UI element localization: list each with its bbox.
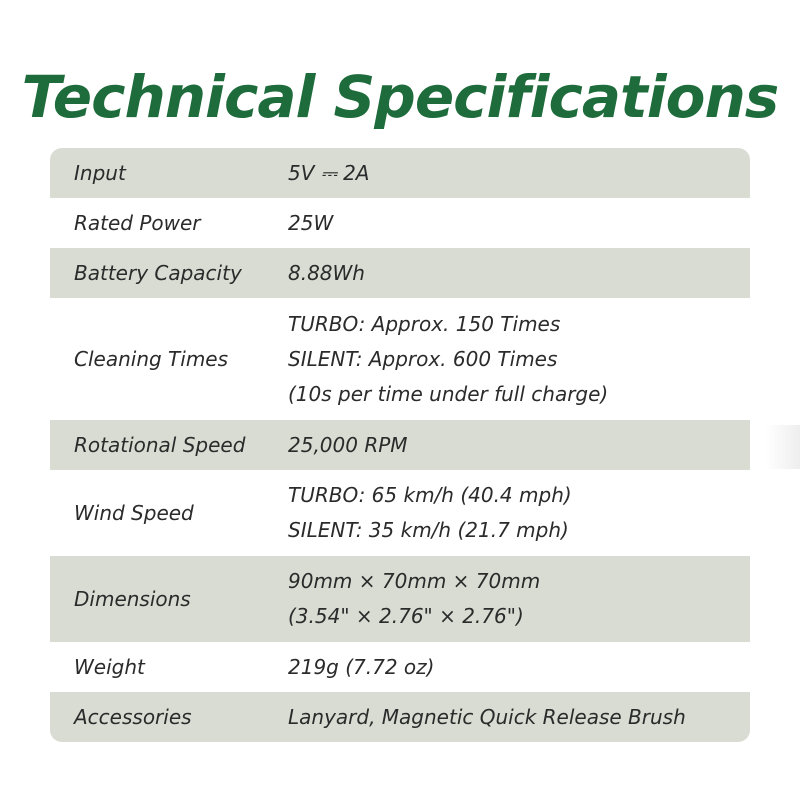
spec-value-line: TURBO: Approx. 150 Times xyxy=(288,311,561,336)
spec-value xyxy=(288,256,750,291)
spec-label: Rated Power xyxy=(74,211,201,235)
spec-value xyxy=(288,156,750,191)
spec-row-accessories xyxy=(50,692,750,742)
spec-label: Battery Capacity xyxy=(74,261,242,285)
spec-label: Rotational Speed xyxy=(74,433,246,457)
spec-value-line: 5V ⎓ 2A xyxy=(288,160,370,185)
spec-value-line: TURBO: 65 km/h (40.4 mph) xyxy=(288,483,572,507)
spec-label: Weight xyxy=(74,655,145,679)
spec-row-wind-speed xyxy=(50,470,750,556)
spec-row-dimensions xyxy=(50,556,750,642)
spec-row-battery-capacity xyxy=(50,248,750,298)
spec-value xyxy=(288,650,750,685)
spec-row-input xyxy=(50,148,750,198)
page-title: Technical Specifications xyxy=(21,63,779,131)
spec-value-line: SILENT: 35 km/h (21.7 mph) xyxy=(288,518,569,542)
spec-label: Dimensions xyxy=(74,587,191,611)
spec-value xyxy=(288,700,750,735)
spec-label: Wind Speed xyxy=(74,501,194,525)
spec-label: Accessories xyxy=(74,705,192,729)
spec-row-cleaning-times xyxy=(50,298,750,420)
spec-row-weight xyxy=(50,642,750,692)
spec-label: Input xyxy=(74,161,126,185)
spec-table xyxy=(50,148,750,742)
spec-value-line: (3.54" × 2.76" × 2.76") xyxy=(288,604,524,628)
spec-value xyxy=(288,307,750,412)
spec-label: Cleaning Times xyxy=(74,347,229,371)
spec-value xyxy=(288,478,750,548)
spec-value-line: SILENT: Approx. 600 Times xyxy=(288,346,558,371)
spec-row-rated-power xyxy=(50,198,750,248)
spec-row-rotational-speed xyxy=(50,420,750,470)
spec-value xyxy=(288,428,750,463)
spec-value-line: 8.88Wh xyxy=(288,260,365,285)
edge-shadow xyxy=(766,425,800,469)
spec-value-line: (10s per time under full charge) xyxy=(288,381,609,406)
spec-value-line: Lanyard, Magnetic Quick Release Brush xyxy=(288,704,686,729)
spec-value-line: 219g (7.72 oz) xyxy=(288,654,435,679)
spec-value-line: 25,000 RPM xyxy=(288,432,408,457)
spec-value-line: 90mm × 70mm × 70mm xyxy=(288,569,541,593)
spec-value xyxy=(288,564,750,634)
spec-value xyxy=(288,206,750,241)
spec-value-line: 25W xyxy=(288,210,334,235)
